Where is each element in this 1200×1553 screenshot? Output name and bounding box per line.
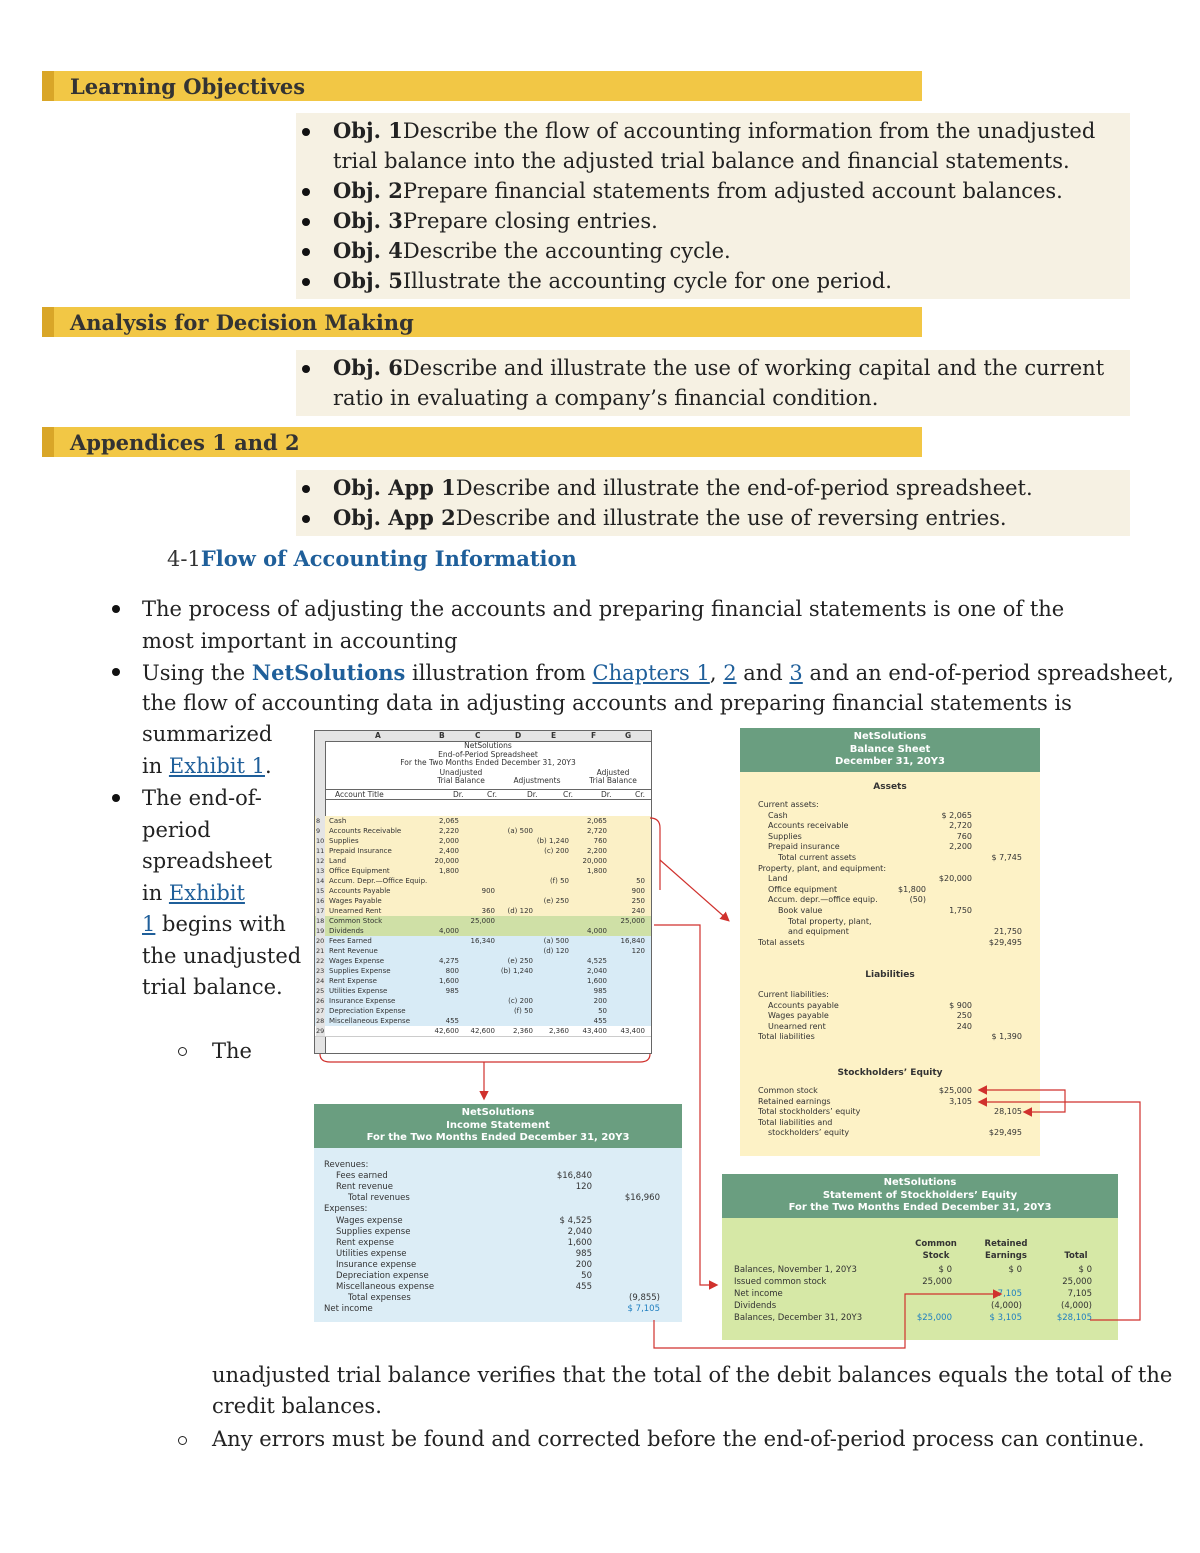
balance-row	[758, 842, 1028, 852]
income-label: Rent revenue	[336, 1182, 393, 1193]
balance-col-a: $1,800	[898, 884, 926, 894]
income-amount: 455	[575, 1282, 592, 1293]
objectives-appendix-box	[296, 470, 1130, 536]
balance-row	[758, 1022, 1028, 1032]
balance-label: Accum. depr.—office equip.	[768, 895, 878, 905]
cell-b: 2,065	[438, 817, 459, 825]
balance-col-b: $25,000	[938, 1086, 972, 1095]
balance-col-c: $29,495	[988, 937, 1022, 947]
income-row	[324, 1160, 674, 1171]
balance-row	[758, 811, 1028, 821]
header-analysis-label: Analysis for Decision Making	[70, 310, 414, 335]
row-number: 19	[316, 927, 325, 935]
income-label: Expenses:	[324, 1204, 368, 1215]
row-number: 27	[316, 1007, 325, 1015]
account-title: Fees Earned	[329, 937, 372, 945]
row-number: 8	[316, 816, 325, 826]
balance-row	[758, 1097, 1028, 1107]
cell-b: 4,000	[438, 927, 459, 935]
sub-bullet-1-start: The	[212, 1039, 252, 1063]
row-number: 17	[316, 907, 325, 915]
account-title: Depreciation Expense	[329, 1007, 406, 1015]
account-title: Cash	[329, 817, 347, 825]
income-row	[324, 1238, 674, 1249]
objectives-learning-box	[296, 113, 1130, 299]
account-title: Common Stock	[329, 917, 383, 925]
income-row	[324, 1193, 674, 1204]
cell-c: 25,000	[470, 917, 495, 925]
equity-total: 7,105	[1067, 1289, 1092, 1299]
balance-label: Current liabilities:	[758, 990, 829, 999]
income-row	[324, 1227, 674, 1238]
cell-f: 4,000	[586, 927, 607, 935]
cell-f: 2,720	[586, 827, 607, 835]
income-label: Wages expense	[336, 1215, 403, 1226]
cell-d: (b) 1,240	[500, 967, 533, 975]
balance-row	[758, 864, 1028, 874]
bullet-dot	[112, 794, 120, 802]
equity-row	[722, 1312, 1118, 1324]
row-number: 9	[316, 826, 325, 836]
income-label: Rent expense	[336, 1237, 394, 1248]
account-title: Unearned Rent	[329, 907, 382, 915]
link-exhibit-number[interactable]: 1	[142, 912, 156, 936]
balance-label: stockholders’ equity	[768, 1128, 850, 1138]
link-chapter-2[interactable]: 2	[723, 661, 737, 685]
balance-label: Land	[768, 874, 788, 884]
balance-row	[758, 927, 1028, 937]
account-title: Miscellaneous Expense	[329, 1017, 411, 1025]
income-statement-exhibit	[314, 1104, 682, 1322]
header-appendices-label: Appendices 1 and 2	[70, 430, 300, 455]
income-total: (9,855)	[629, 1293, 660, 1304]
cell-g: 240	[631, 907, 645, 915]
body-bullet-2-line3: summarized	[142, 722, 273, 746]
cell-f: 455	[593, 1017, 607, 1025]
equity-row	[722, 1288, 1118, 1300]
cell-g: 16,840	[620, 937, 645, 945]
balance-row	[758, 1118, 1028, 1128]
cell-e: (d) 120	[543, 947, 569, 955]
balance-label: Prepaid insurance	[768, 842, 840, 852]
header-analysis	[42, 307, 922, 337]
cell-c: 42,600	[470, 1027, 495, 1035]
cell-d: (d) 120	[507, 907, 533, 915]
balance-row	[758, 895, 1028, 905]
cell-e: (a) 500	[543, 937, 569, 945]
row-number: 25	[316, 987, 325, 995]
column-letter: E	[551, 731, 557, 740]
row-number: 11	[316, 847, 325, 855]
balance-label: Property, plant, and equipment:	[758, 863, 887, 873]
cell-f: 2,040	[586, 967, 607, 975]
account-title: Accounts Receivable	[329, 827, 402, 835]
row-number: 26	[316, 997, 325, 1005]
account-title: Prepaid Insurance	[329, 847, 392, 855]
cell-f: 50	[598, 1007, 607, 1015]
balance-label: Total assets	[758, 937, 805, 947]
equity-row	[722, 1276, 1118, 1288]
link-chapter-3[interactable]: 3	[789, 661, 803, 685]
sub-bullet-1-line3: credit balances.	[212, 1394, 382, 1418]
balance-row	[758, 1011, 1028, 1021]
sub-bullet-1-line2: unadjusted trial balance verifies that the total of the debit balances equals the total of the	[212, 1363, 1173, 1387]
balance-col-b: 250	[956, 1011, 972, 1021]
body-bullet-1: The process of adjusting the accounts and preparing financial statements is one of the most important in accounting	[142, 597, 1065, 653]
balance-col-b: 240	[956, 1021, 972, 1031]
objective-item: Obj. 3Prepare closing entries.	[333, 206, 1130, 236]
cell-b: 2,220	[438, 827, 459, 835]
body-bullet-2-line4: in Exhibit 1.	[142, 754, 272, 778]
account-title: Supplies Expense	[329, 967, 391, 975]
column-letter: D	[515, 731, 522, 740]
balance-row	[758, 874, 1028, 884]
income-label: Total expenses	[348, 1293, 411, 1304]
balance-label: Accounts payable	[768, 1000, 839, 1010]
column-letter: G	[625, 731, 632, 740]
cell-c: 360	[481, 907, 495, 915]
link-chapters-1[interactable]: Chapters 1	[592, 661, 710, 685]
bracket-spreadsheet-bottom	[320, 1054, 650, 1062]
account-title: Wages Expense	[329, 957, 385, 965]
balance-col-c: 21,750	[994, 927, 1022, 937]
sub-bullet-ring	[178, 1047, 187, 1056]
balance-label: Accounts receivable	[768, 821, 849, 831]
bullet-dot	[112, 605, 120, 613]
equity-retained: (4,000)	[991, 1301, 1022, 1311]
objective-item: Obj. 1Describe the flow of accounting information from the unadjusted trial balance into the adjusted trial balance and financial statements.	[333, 116, 1130, 176]
cell-b: 985	[445, 987, 459, 995]
income-label: Fees earned	[336, 1171, 388, 1182]
cell-f: 1,600	[586, 977, 607, 985]
cell-b: 2,000	[438, 837, 459, 845]
cell-d: (a) 500	[507, 827, 533, 835]
cell-b: 2,400	[438, 847, 459, 855]
account-title: Wages Payable	[329, 897, 382, 905]
balance-row	[758, 990, 1028, 1000]
balance-sheet-title: NetSolutions Balance Sheet December 31, 20Y3	[740, 728, 1040, 772]
balance-label: and equipment	[788, 927, 849, 937]
balance-col-b: 3,105	[949, 1096, 972, 1106]
spreadsheet-exhibit	[314, 730, 652, 1054]
row-number: 29	[316, 1027, 325, 1035]
objectives-analysis-list	[296, 353, 1130, 413]
income-label: Total revenues	[348, 1193, 410, 1204]
objective-item: Obj. 5Illustrate the accounting cycle for one period.	[333, 266, 1130, 296]
balance-label: Total stockholders’ equity	[758, 1107, 861, 1117]
balance-col-b: 1,750	[949, 906, 972, 915]
spreadsheet-title: NetSolutions End-of-Period Spreadsheet For the Two Months Ended December 31, 20Y3	[400, 741, 576, 767]
account-title: Supplies	[329, 837, 359, 845]
cell-g: 120	[631, 947, 645, 955]
income-label: Supplies expense	[336, 1226, 411, 1237]
income-row	[324, 1216, 674, 1227]
account-title: Accum. Depr.—Office Equip.	[329, 877, 428, 885]
row-number: 12	[316, 857, 325, 865]
equity-heading: Stockholders’ Equity	[837, 1068, 943, 1078]
cell-f: 2,200	[586, 847, 607, 855]
cell-d: (c) 200	[508, 997, 533, 1005]
balance-label: Wages payable	[768, 1011, 829, 1021]
equity-label: Balances, December 31, 20Y3	[734, 1313, 863, 1323]
body-bullet-3: The end-of- period spreadsheet in Exhibit 1 begins with the unadjusted trial balance.	[142, 786, 302, 999]
balance-row	[758, 1128, 1028, 1138]
column-letter: C	[475, 731, 481, 740]
cell-e: (c) 200	[544, 847, 569, 855]
column-letter: A	[375, 731, 381, 740]
income-row	[324, 1293, 674, 1304]
income-total: $ 7,105	[627, 1304, 660, 1315]
income-label: Miscellaneous expense	[336, 1282, 435, 1293]
account-title: Accounts Payable	[329, 887, 391, 895]
income-row	[324, 1304, 674, 1315]
balance-row	[758, 1001, 1028, 1011]
balance-row	[758, 1107, 1028, 1117]
objectives-learning-list	[296, 116, 1130, 296]
income-amount: $ 4,525	[559, 1215, 592, 1226]
cell-d: (e) 250	[507, 957, 533, 965]
cell-f: 985	[593, 987, 607, 995]
cell-g: 50	[636, 877, 645, 885]
income-label: Insurance expense	[336, 1259, 417, 1270]
income-row	[324, 1204, 674, 1215]
equity-row	[722, 1264, 1118, 1276]
cell-f: 760	[593, 837, 607, 845]
row-number: 20	[316, 937, 325, 945]
balance-row	[758, 832, 1028, 842]
account-title: Office Equipment	[329, 867, 390, 875]
equity-retained: $ 0	[1008, 1265, 1022, 1275]
row-number: 23	[316, 967, 325, 975]
account-title: Land	[329, 857, 347, 865]
income-row	[324, 1249, 674, 1260]
income-amount: 1,600	[567, 1237, 592, 1248]
balance-label: Retained earnings	[758, 1096, 831, 1106]
account-title: Insurance Expense	[329, 997, 396, 1005]
balance-col-b: $ 900	[949, 1000, 972, 1010]
income-amount: $16,840	[556, 1171, 592, 1182]
cell-b: 1,800	[438, 867, 459, 875]
header-learning-objectives	[42, 71, 922, 101]
balance-col-c: $ 7,745	[991, 853, 1022, 862]
balance-label: Total property, plant,	[788, 916, 872, 926]
equity-label: Issued common stock	[734, 1277, 827, 1287]
income-label: Utilities expense	[336, 1248, 407, 1259]
cell-f: 20,000	[582, 857, 607, 865]
objective-item: Obj. 2Prepare financial statements from adjusted account balances.	[333, 176, 1130, 206]
equity-label: Dividends	[734, 1301, 777, 1311]
income-amount: 200	[575, 1259, 592, 1270]
income-amount: 50	[581, 1271, 592, 1281]
income-total: $16,960	[624, 1193, 660, 1204]
balance-col-b: $20,000	[938, 874, 972, 884]
row-number: 24	[316, 977, 325, 985]
cell-c: 900	[481, 887, 495, 895]
link-exhibit[interactable]: Exhibit	[168, 880, 245, 905]
row-number: 15	[316, 887, 325, 895]
equity-total: 25,000	[1062, 1277, 1092, 1287]
spreadsheet-column-headers	[315, 731, 651, 741]
balance-row	[758, 800, 1028, 810]
cell-b: 4,275	[438, 957, 459, 965]
balance-row	[758, 1086, 1028, 1096]
income-amount: 120	[575, 1182, 592, 1193]
equity-label: Balances, November 1, 20Y3	[734, 1265, 857, 1275]
cell-f: 43,400	[582, 1027, 607, 1035]
cell-g: 900	[631, 887, 645, 895]
account-title: Utilities Expense	[329, 987, 388, 995]
income-row	[324, 1271, 674, 1282]
cell-b: 1,600	[438, 977, 459, 985]
spreadsheet-row	[315, 1026, 651, 1037]
balance-label: Office equipment	[768, 884, 838, 894]
cell-f: 200	[593, 997, 607, 1005]
cell-g: 25,000	[620, 917, 645, 925]
balance-col-c: 28,105	[994, 1107, 1022, 1117]
balance-label: Unearned rent	[768, 1021, 826, 1031]
row-number: 28	[316, 1017, 325, 1025]
cell-f: 2,065	[586, 817, 607, 825]
cell-c: 16,340	[470, 937, 495, 945]
cell-d: (f) 50	[513, 1007, 533, 1015]
cell-e: 2,360	[548, 1027, 569, 1035]
cell-b: 800	[445, 967, 459, 975]
income-row	[324, 1171, 674, 1182]
row-number: 22	[316, 957, 325, 965]
section-title: 4-1Flow of Accounting Information	[167, 546, 577, 571]
equity-total: $28,105	[1056, 1313, 1092, 1323]
body-bullet-2-line2: the flow of accounting data in adjusting accounts and preparing financial statements is	[142, 691, 1072, 715]
account-title: Rent Revenue	[329, 947, 378, 955]
balance-label: Supplies	[768, 831, 802, 841]
objective-item: Obj. App 2Describe and illustrate the use of reversing entries.	[333, 503, 1130, 533]
balance-row	[758, 1032, 1028, 1042]
balance-label: Current assets:	[758, 800, 819, 809]
balance-col-b: 760	[956, 831, 972, 841]
balance-label: Book value	[778, 906, 823, 915]
cell-f: 4,525	[586, 957, 607, 965]
equity-label: Net income	[734, 1289, 783, 1299]
balance-row	[758, 917, 1028, 927]
cell-d: 2,360	[512, 1027, 533, 1035]
balance-col-a: (50)	[909, 895, 926, 905]
balance-col-b: $ 2,065	[941, 810, 972, 820]
column-letter: F	[591, 731, 597, 740]
objectives-appendix-list	[296, 473, 1130, 533]
body-bullet-2-line1: Using the NetSolutions illustration from Chapters 1, 2 and 3 and an end-of-period spreadsheet,	[142, 660, 1174, 685]
balance-label: Cash	[768, 810, 788, 820]
equity-retained: 7,105	[997, 1289, 1022, 1299]
cell-b: 20,000	[434, 857, 459, 865]
cell-f: 1,800	[586, 867, 607, 875]
balance-col-b: 2,720	[949, 821, 972, 831]
header-learning-label: Learning Objectives	[70, 74, 306, 99]
cell-g: 250	[631, 897, 645, 905]
balance-label: Total liabilities and	[758, 1117, 833, 1127]
header-appendices	[42, 427, 922, 457]
balance-label: Total current assets	[778, 853, 857, 862]
objective-item: Obj. 4Describe the accounting cycle.	[333, 236, 1130, 266]
row-number: 18	[316, 917, 325, 925]
income-statement-title: NetSolutions Income Statement For the Two Months Ended December 31, 20Y3	[314, 1104, 682, 1148]
sub-bullet-ring	[178, 1436, 187, 1445]
equity-common: 25,000	[922, 1277, 952, 1287]
equity-total: (4,000)	[1061, 1301, 1092, 1311]
cell-b: 455	[445, 1017, 459, 1025]
assets-heading: Assets	[873, 782, 907, 792]
row-number: 14	[316, 877, 325, 885]
cell-b: 42,600	[434, 1027, 459, 1035]
balance-col-c: $29,495	[988, 1128, 1022, 1138]
arrow-to-balance-sheet	[660, 860, 728, 920]
cell-e: (e) 250	[543, 897, 569, 905]
income-row	[324, 1282, 674, 1293]
row-number: 13	[316, 867, 325, 875]
bullet-dot	[112, 668, 120, 676]
balance-row	[758, 853, 1028, 863]
cell-g: 43,400	[620, 1027, 645, 1035]
sub-bullet-2: Any errors must be found and corrected before the end-of-period process can continue.	[212, 1427, 1145, 1451]
objectives-analysis-box	[296, 350, 1130, 416]
account-title: Dividends	[329, 927, 364, 935]
equity-common: $25,000	[916, 1313, 952, 1323]
cell-e: (f) 50	[549, 877, 569, 885]
balance-col-b: 2,200	[949, 842, 972, 852]
objective-item: Obj. App 1Describe and illustrate the end-of-period spreadsheet.	[333, 473, 1130, 503]
balance-sheet-exhibit	[740, 728, 1040, 1156]
balance-col-c: $ 1,390	[991, 1032, 1022, 1042]
cell-e: (b) 1,240	[536, 837, 569, 845]
income-label: Net income	[324, 1304, 373, 1315]
row-number: 21	[316, 947, 325, 955]
balance-row	[758, 821, 1028, 831]
balance-row	[758, 938, 1028, 948]
balance-label: Total liabilities	[758, 1032, 815, 1042]
liabilities-heading: Liabilities	[865, 970, 915, 980]
income-row	[324, 1260, 674, 1271]
income-amount: 985	[575, 1248, 592, 1259]
income-label: Depreciation expense	[336, 1271, 429, 1281]
equity-total: $ 0	[1078, 1265, 1092, 1275]
row-number: 16	[316, 897, 325, 905]
balance-row	[758, 906, 1028, 916]
column-letter: B	[439, 731, 445, 740]
objective-item: Obj. 6Describe and illustrate the use of working capital and the current ratio in evaluating a company’s financial condition.	[333, 353, 1130, 413]
income-label: Revenues:	[324, 1160, 369, 1170]
link-exhibit-1[interactable]: Exhibit 1	[168, 754, 265, 778]
spreadsheet-dr-cr-row: Account Title Dr. Cr. Dr. Cr. Dr. Cr.	[325, 789, 651, 800]
equity-retained: $ 3,105	[989, 1313, 1022, 1323]
income-amount: 2,040	[567, 1226, 592, 1237]
balance-row	[758, 885, 1028, 895]
equity-row	[722, 1300, 1118, 1312]
equity-statement-title: NetSolutions Statement of Stockholders’ Equity For the Two Months Ended December 31, 20Y3	[722, 1174, 1118, 1218]
equity-statement-exhibit: NetSolutions Statement of Stockholders’ Equity For the Two Months Ended December 31, 20Y3 Common Stock Retained Earnings Total Balances, November 1, 20Y3 $ 0 $ 0 $ 0 Issued common stock 25,000 25,000 Net income 7,105 7,105 Dividends (4,000) (4,000) Balances, December 31, 20Y3 $25,000 $ 3,105 $28,105	[722, 1174, 1118, 1340]
equity-common: $ 0	[938, 1265, 952, 1275]
spreadsheet-group-headers: Unadjusted Trial Balance Adjustments Adjusted Trial Balance	[437, 768, 637, 785]
row-number: 10	[316, 837, 325, 845]
income-row	[324, 1182, 674, 1193]
account-title: Rent Expense	[329, 977, 377, 985]
balance-label: Common stock	[758, 1086, 818, 1095]
